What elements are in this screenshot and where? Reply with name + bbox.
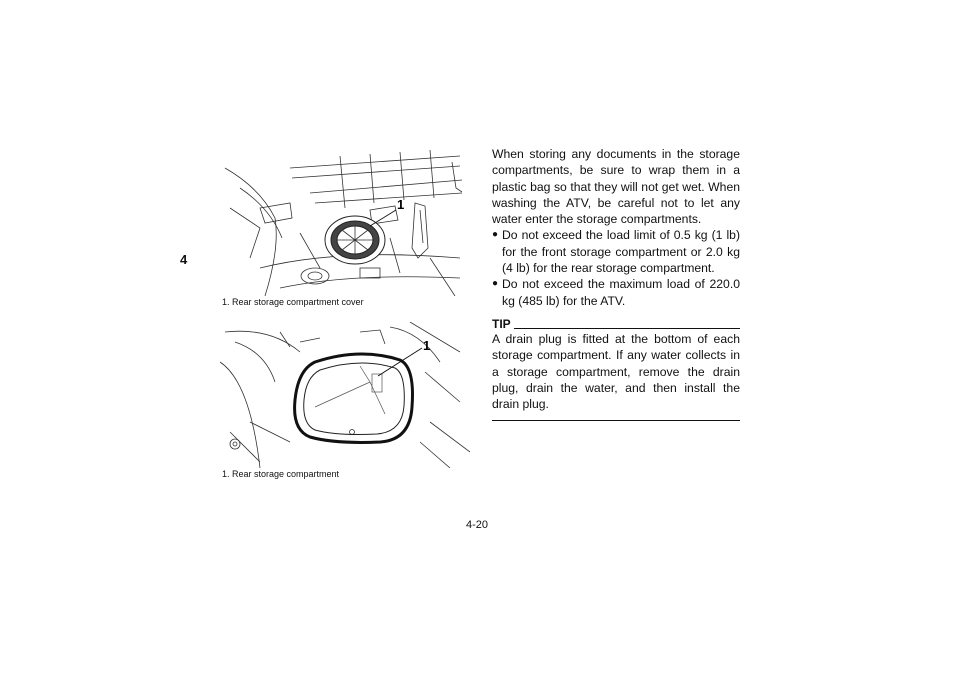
figure-callout-1: 1 xyxy=(423,338,431,353)
figure-caption-cover: 1. Rear storage compartment cover xyxy=(222,297,364,307)
figure-callout-1: 1 xyxy=(397,197,405,212)
chapter-tab: 4 xyxy=(180,252,188,267)
tip-rule-bottom xyxy=(492,420,740,421)
list-item xyxy=(492,276,740,309)
list-item xyxy=(492,227,740,276)
list-item-text: Do not exceed the load limit of 0.5 kg (1 lb) for the front storage compartment or 2.0 kg (4 lb) for the rear storage compartment. xyxy=(502,228,740,276)
intro-paragraph: When storing any documents in the storage compartments, be sure to wrap them in a plastic bag so that they will not get wet. When washing the ATV, be careful not to let any water enter the storage compartments. xyxy=(492,147,740,227)
tip-rule-top xyxy=(514,328,740,329)
tip-paragraph: A drain plug is fitted at the bottom of each storage compartment. If any water collects in a storage compartment, remove the drain plug, drain the water, and then install the drain plug. xyxy=(492,331,740,412)
tip-label: TIP xyxy=(492,316,511,331)
list-item-text: Do not exceed the maximum load of 220.0 kg (485 lb) for the ATV. xyxy=(502,277,740,308)
illustration-rear-storage-cover xyxy=(220,148,470,296)
figure-caption-compartment: 1. Rear storage compartment xyxy=(222,469,340,479)
figure-rear-storage-cover xyxy=(220,148,470,296)
illustration-rear-storage-compartment xyxy=(220,322,470,468)
tip-header xyxy=(492,315,740,331)
body-text-column xyxy=(492,146,740,421)
figure-rear-storage-compartment xyxy=(220,322,470,468)
bullet-icon: ● xyxy=(492,278,499,290)
page-number: 4-20 xyxy=(466,519,489,531)
bullet-icon: ● xyxy=(492,229,499,241)
warning-list xyxy=(492,227,740,308)
